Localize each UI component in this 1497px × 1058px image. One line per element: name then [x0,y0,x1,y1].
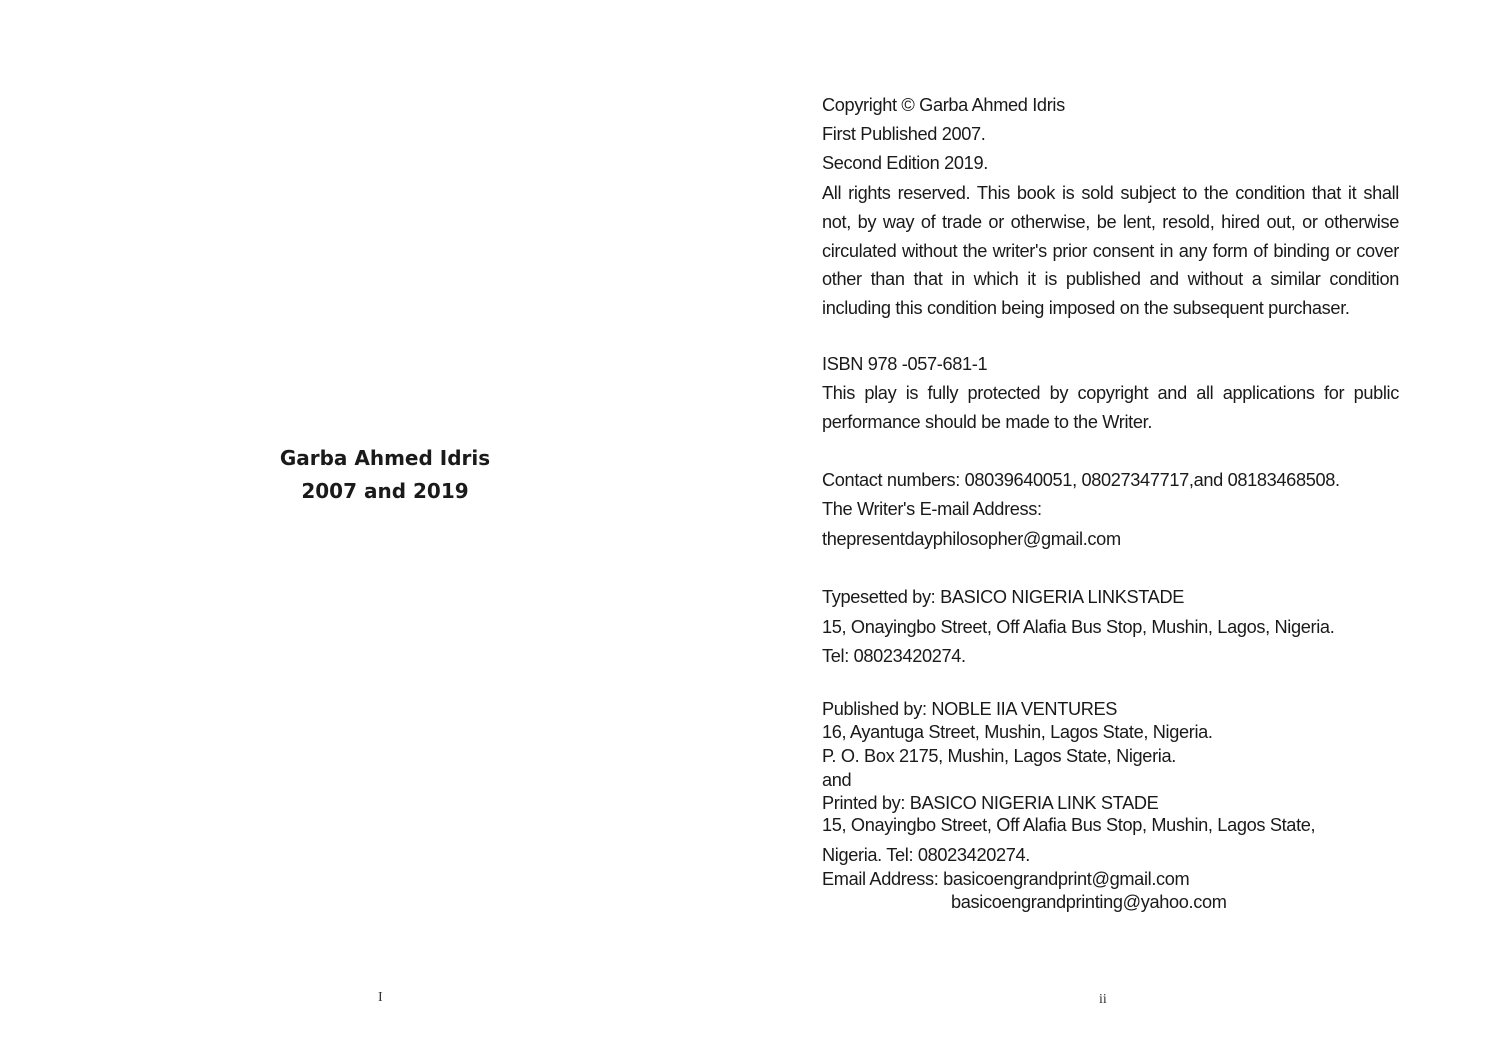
first-published-line: First Published 2007. [822,124,986,144]
right-page-number: ii [1099,992,1107,1007]
second-edition-line: Second Edition 2019. [822,153,988,173]
author-name: Garba Ahmed Idris [279,446,491,470]
publisher-line: Published by: NOBLE IIA VENTURES [822,699,1118,719]
typesetter-tel-line: Tel: 08023420274. [822,646,966,666]
typesetter-address-line: 15, Onayingbo Street, Off Alafia Bus Stop, Mushin, Lagos, Nigeria. [822,617,1335,637]
protection-paragraph: This play is fully protected by copyright and all applications for public performance should be made to the Writer. [822,383,1399,432]
publisher-address-line: 16, Ayantuga Street, Mushin, Lagos State, Nigeria. [822,722,1213,742]
left-page-title-block [185,442,585,508]
isbn-line: ISBN 978 -057-681-1 [822,354,988,374]
printer-address-line-2: Nigeria. Tel: 08023420274. [822,845,1030,865]
printer-email-line-1: Email Address: basicoengrandprint@gmail.com [822,869,1190,889]
publisher-pobox-line: P. O. Box 2175, Mushin, Lagos State, Nigeria. [822,746,1176,766]
printer-address-line-1: 15, Onayingbo Street, Off Alafia Bus Stop, Mushin, Lagos State, [822,815,1316,835]
email-label-line: The Writer's E-mail Address: [822,499,1042,519]
copyright-line: Copyright © Garba Ahmed Idris [822,95,1065,115]
printer-email-line-2: basicoengrandprinting@yahoo.com [951,892,1227,912]
left-page-number: I [378,990,383,1005]
rights-reserved-paragraph: All rights reserved. This book is sold subject to the condition that it shall not, by way of trade or otherwise, be lent, resold, hired out, or otherwise circulated without the writer's prior consent in any form of binding or cover other than that in which it is published and without a similar condition including this condition being imposed on the subsequent purchaser. [822,183,1399,319]
and-line: and [822,770,852,790]
writer-email-line: thepresentdayphilosopher@gmail.com [822,529,1121,549]
typesetter-line: Typesetted by: BASICO NIGERIA LINKSTADE [822,587,1185,607]
printer-line: Printed by: BASICO NIGERIA LINK STADE [822,793,1159,813]
contact-numbers-line: Contact numbers: 08039640051, 08027347717,and 08183468508. [822,470,1340,490]
edition-years: 2007 and 2019 [301,479,469,503]
